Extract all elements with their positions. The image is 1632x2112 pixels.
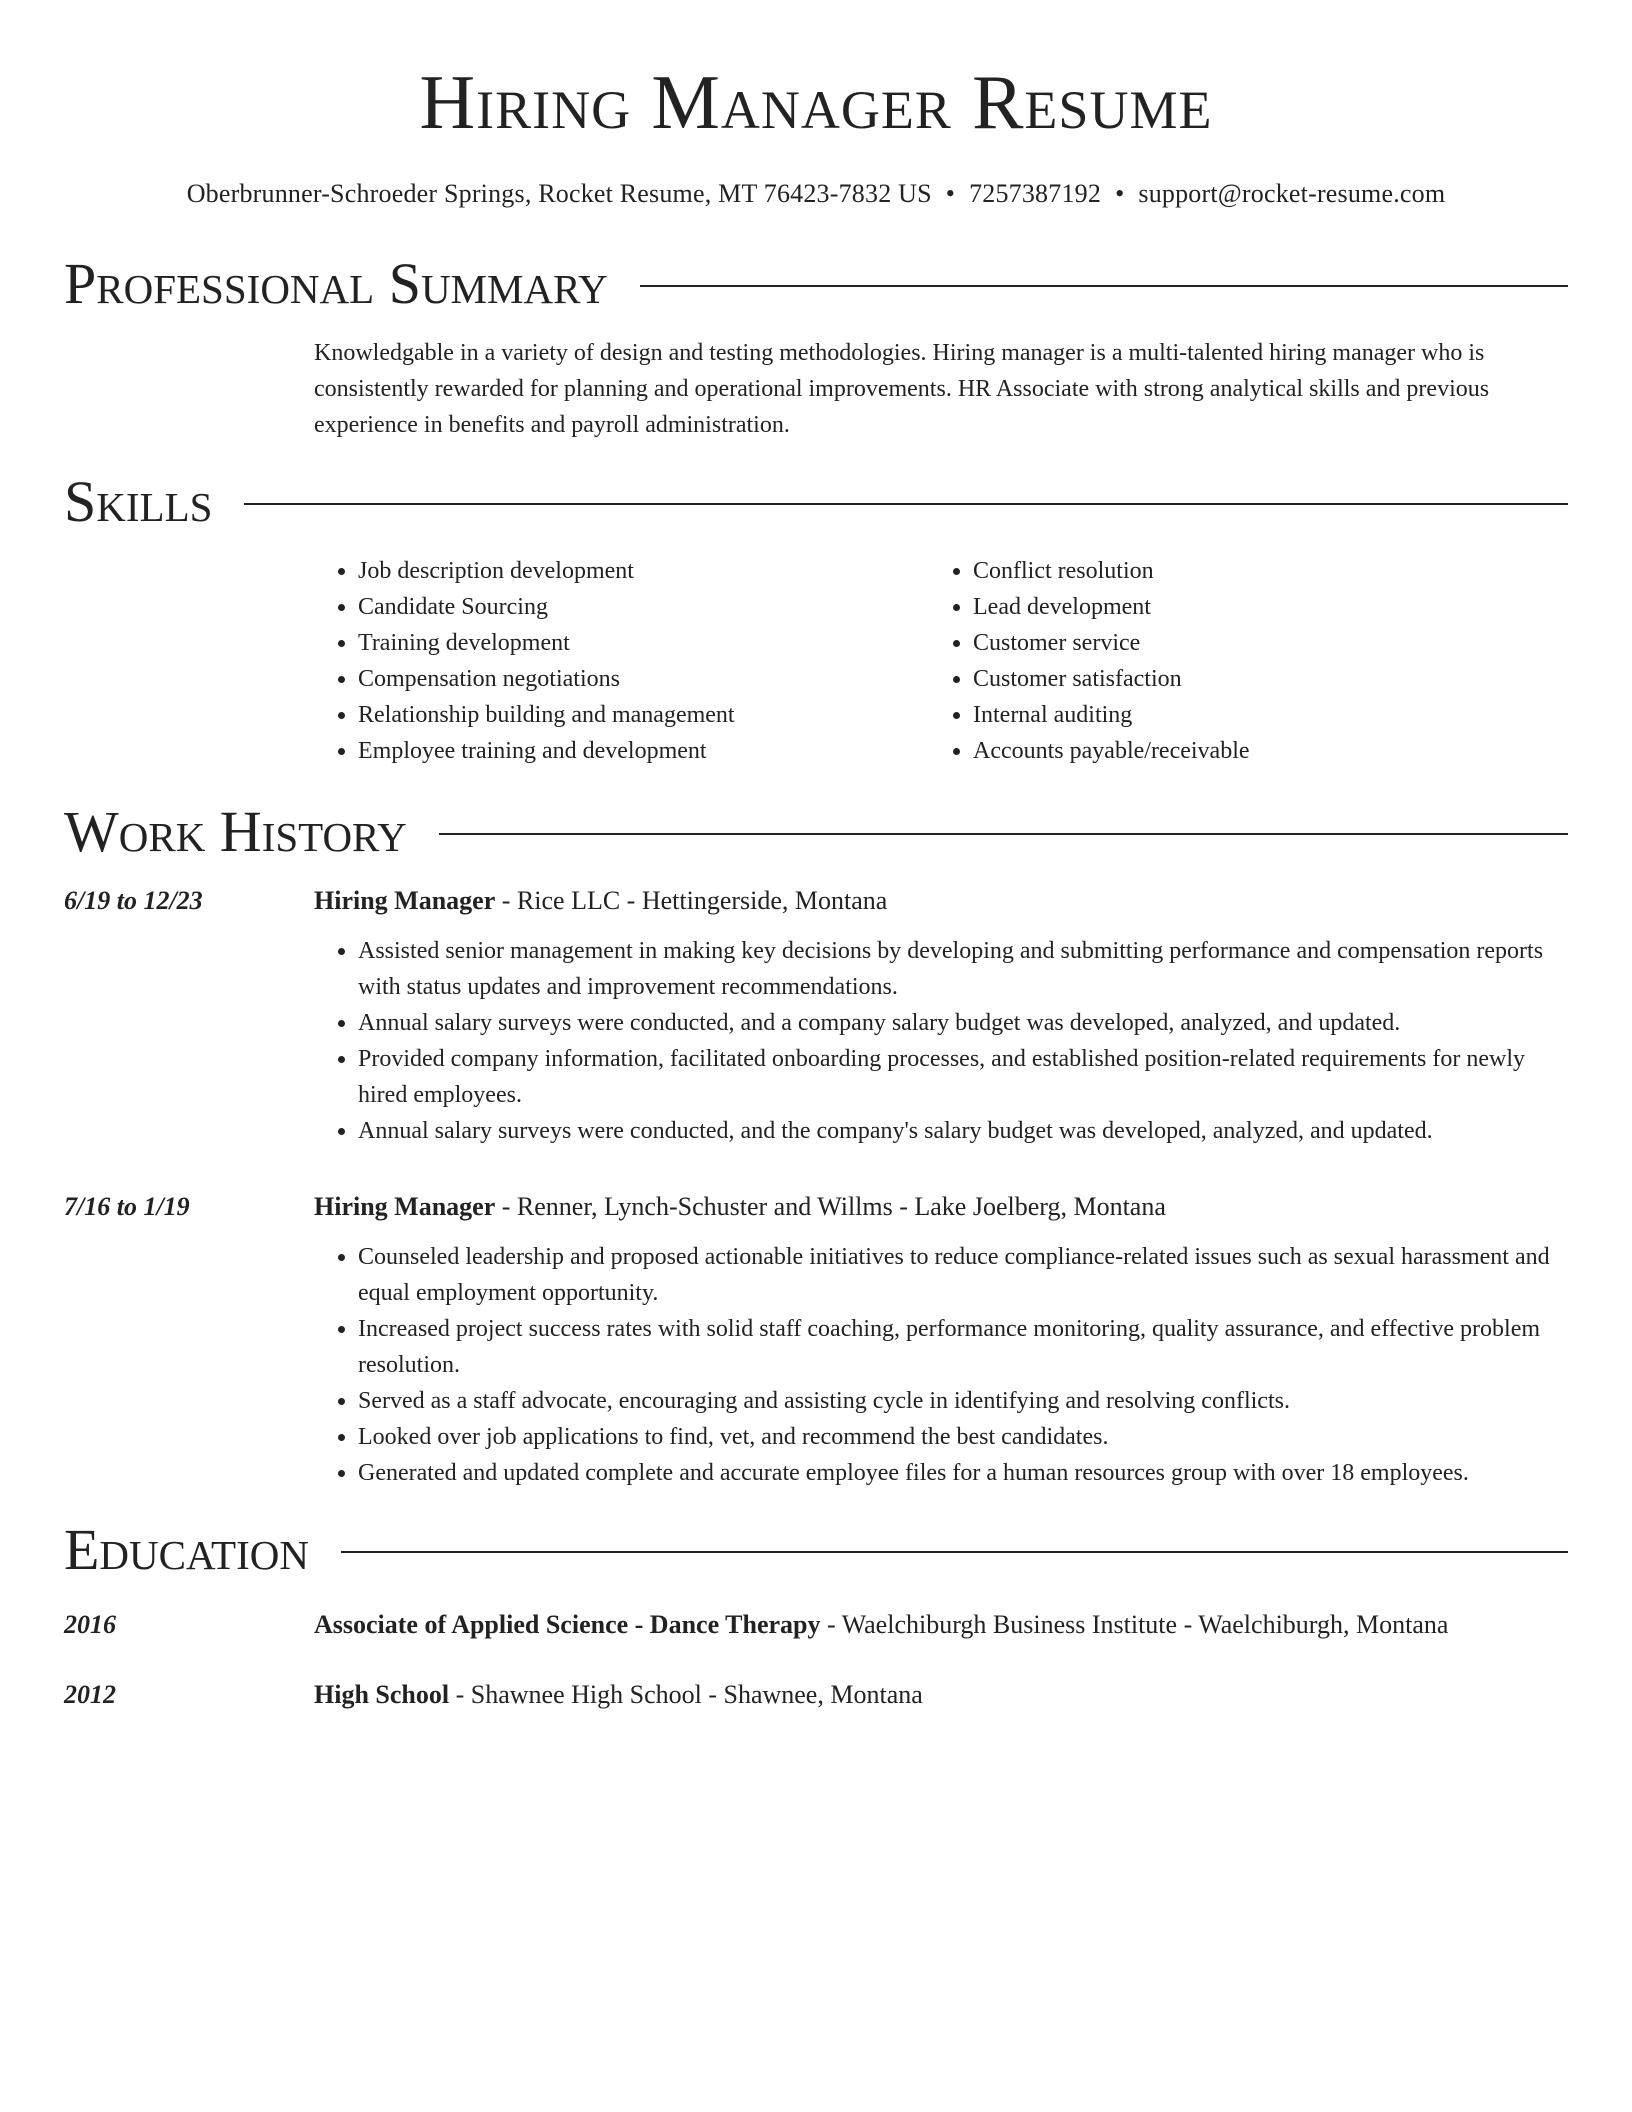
skills-column-left (314, 553, 929, 769)
job-dates: 7/16 to 1/19 (64, 1192, 190, 1221)
work-section-title: Work History (64, 799, 407, 864)
skill-item: • Lead development (973, 589, 1544, 625)
education-entry (64, 1677, 1568, 1713)
skill-item: • Training development (358, 625, 929, 661)
education-section-header (64, 1517, 1568, 1582)
job-bullet: • Assisted senior management in making key decisions by developing and submitting performance and compensation reports with status updates and improvement recommendations. (358, 933, 1568, 1005)
contact-separator: • (1115, 179, 1125, 208)
skill-item: • Compensation negotiations (358, 661, 929, 697)
education-section-title: Education (64, 1517, 309, 1582)
education-heading (314, 1607, 1568, 1643)
job-bullet: • Looked over job applications to find, vet, and recommend the best candidates. (358, 1419, 1568, 1455)
job-entry (64, 883, 1568, 919)
skills-section-title: Skills (64, 469, 213, 534)
skills-list (314, 553, 1568, 769)
job-bullet: • Served as a staff advocate, encouraging and assisting cycle in identifying and resolving conflicts. (358, 1383, 1568, 1419)
skill-item: • Job description development (358, 553, 929, 589)
work-section-header (64, 799, 1568, 864)
skill-item: • Customer service (973, 625, 1544, 661)
summary-section-header (64, 251, 1568, 316)
job-details: - Rice LLC - Hettingerside, Montana (495, 886, 888, 915)
job-role: Hiring Manager (314, 886, 496, 915)
job-bullets (314, 933, 1568, 1149)
job-bullet: • Annual salary surveys were conducted, and a company salary budget was developed, analyzed, and updated. (358, 1005, 1568, 1041)
education-degree: High School (314, 1680, 450, 1709)
job-bullet: • Annual salary surveys were conducted, and the company's salary budget was developed, analyzed, and updated. (358, 1113, 1568, 1149)
skills-section-header (64, 469, 1568, 534)
job-entry (64, 1189, 1568, 1225)
skill-item: • Accounts payable/receivable (973, 733, 1544, 769)
job-details: - Renner, Lynch-Schuster and Willms - Lake Joelberg, Montana (495, 1192, 1166, 1221)
job-bullet: • Increased project success rates with solid staff coaching, performance monitoring, quality assurance, and effective problem resolution. (358, 1311, 1568, 1383)
education-heading (314, 1677, 1568, 1713)
skill-item: • Customer satisfaction (973, 661, 1544, 697)
job-bullet: • Provided company information, facilitated onboarding processes, and established position-related requirements for newly hired employees. (358, 1041, 1568, 1113)
contact-line (64, 179, 1568, 209)
skill-item: • Relationship building and management (358, 697, 929, 733)
job-bullets (314, 1239, 1568, 1491)
skill-item: • Conflict resolution (973, 553, 1544, 589)
contact-email: support@rocket-resume.com (1138, 179, 1446, 208)
job-dates: 6/19 to 12/23 (64, 886, 203, 915)
education-details: - Shawnee High School - Shawnee, Montana (449, 1680, 923, 1709)
education-degree: Associate of Applied Science - Dance Therapy (314, 1610, 821, 1639)
contact-address: Oberbrunner-Schroeder Springs, Rocket Resume, MT 76423-7832 US (186, 179, 932, 208)
education-year: 2012 (64, 1680, 116, 1709)
job-bullet: • Generated and updated complete and accurate employee files for a human resources group with over 18 employees. (358, 1455, 1568, 1491)
contact-separator: • (945, 179, 956, 208)
skill-item: • Internal auditing (973, 697, 1544, 733)
job-bullet: • Counseled leadership and proposed actionable initiatives to reduce compliance-related issues such as sexual harassment and equal employment opportunity. (358, 1239, 1568, 1311)
skills-column-right (929, 553, 1544, 769)
education-year: 2016 (64, 1610, 116, 1639)
section-divider (341, 1551, 1568, 1553)
job-heading (314, 1189, 1568, 1225)
resume-title: Hiring Manager Resume (419, 59, 1213, 145)
job-heading (314, 883, 1568, 919)
contact-phone: 7257387192 (969, 179, 1102, 208)
summary-section-title: Professional Summary (64, 251, 608, 316)
section-divider (640, 285, 1568, 287)
skill-item: • Candidate Sourcing (358, 589, 929, 625)
skill-item: • Employee training and development (358, 733, 929, 769)
education-entry (64, 1607, 1568, 1643)
summary-text: Knowledgable in a variety of design and testing methodologies. Hiring manager is a multi-talented hiring manager who is consistently rewarded for planning and operational improvements. HR Associate with strong analytical skills and previous experience in benefits and payroll administration. (314, 340, 1490, 438)
section-divider (439, 833, 1568, 835)
education-details: - Waelchiburgh Business Institute - Waelchiburgh, Montana (820, 1610, 1449, 1639)
job-role: Hiring Manager (314, 1192, 496, 1221)
section-divider (244, 503, 1568, 505)
